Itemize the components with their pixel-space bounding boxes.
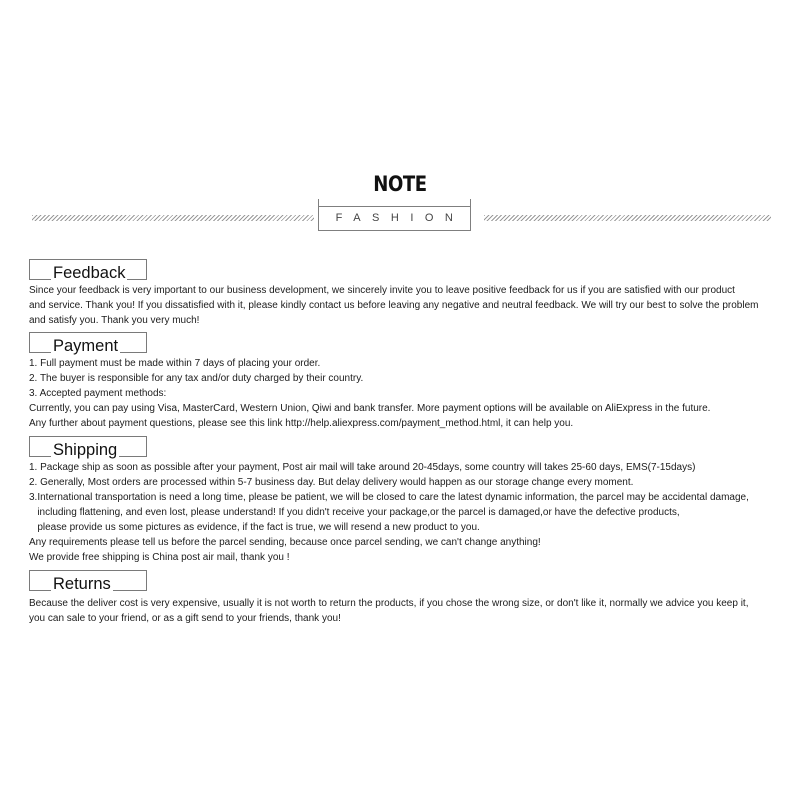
- payment-text-line-3: 3. Accepted payment methods:: [29, 388, 167, 399]
- shipping-text-line-4: including flattening, and even lost, please understand! If you didn't receive your package,or the parcel is damaged,or have the defective products,: [29, 507, 680, 518]
- feedback-text-line-1: Since your feedback is very important to our business development, we sincerely invite you to leave positive feedback for us if you are satisfied with our product: [29, 285, 735, 296]
- payment-text-line-5: Any further about payment questions, please see this link http://help.aliexpress.com/payment_method.html, it can help you.: [29, 418, 574, 429]
- right-hatch-divider: [484, 215, 771, 221]
- shipping-text-line-1: 1. Package ship as soon as possible after your payment, Post air mail will take around 20-45days, some country will takes 25-60 days, EMS(7-15days): [29, 462, 696, 473]
- feedback-text-line-2: and service. Thank you! If you dissatisfied with it, please kindly contact us before leaving any negative and neutral feedback. We will try our best to solve the problem: [29, 300, 759, 311]
- shipping-text-line-3: 3.International transportation is need a long time, please be patient, we will be closed to care the latest dynamic information, the parcel may be accidental damage,: [29, 492, 749, 503]
- left-hatch-divider: [32, 215, 314, 221]
- shipping-heading-label: Shipping: [53, 441, 118, 459]
- returns-text-line-2: you can sale to your friend, or as a gift send to your friends, thank you!: [29, 613, 341, 624]
- returns-text-line-1: Because the deliver cost is very expensive, usually it is not worth to return the products, if you chose the wrong size, or don't like it, normally we advice you keep it,: [29, 598, 749, 609]
- payment-heading-label: Payment: [53, 337, 119, 355]
- payment-text-line-4: Currently, you can pay using Visa, MasterCard, Western Union, Qiwi and bank transfer. More payment options will be available on AliExpress in the future.: [29, 403, 711, 414]
- fashion-label-box: FASHION: [318, 206, 471, 231]
- payment-text-line-1: 1. Full payment must be made within 7 days of placing your order.: [29, 358, 321, 369]
- feedback-text-line-3: and satisfy you. Thank you very much!: [29, 315, 200, 326]
- returns-heading-label: Returns: [53, 575, 111, 593]
- note-title: NOTE: [373, 172, 427, 196]
- payment-text-line-2: 2. The buyer is responsible for any tax and/or duty charged by their country.: [29, 373, 364, 384]
- shipping-text-line-7: We provide free shipping is China post air mail, thank you !: [29, 552, 290, 563]
- feedback-heading-label: Feedback: [53, 264, 126, 282]
- shipping-text-line-2: 2. Generally, Most orders are processed within 5-7 business day. But delay delivery would happen as our storage change every moment.: [29, 477, 634, 488]
- shipping-text-line-5: please provide us some pictures as evidence, if the fact is true, we will resend a new product to you.: [29, 522, 480, 533]
- shipping-text-line-6: Any requirements please tell us before the parcel sending, because once parcel sending, we can't change anything!: [29, 537, 541, 548]
